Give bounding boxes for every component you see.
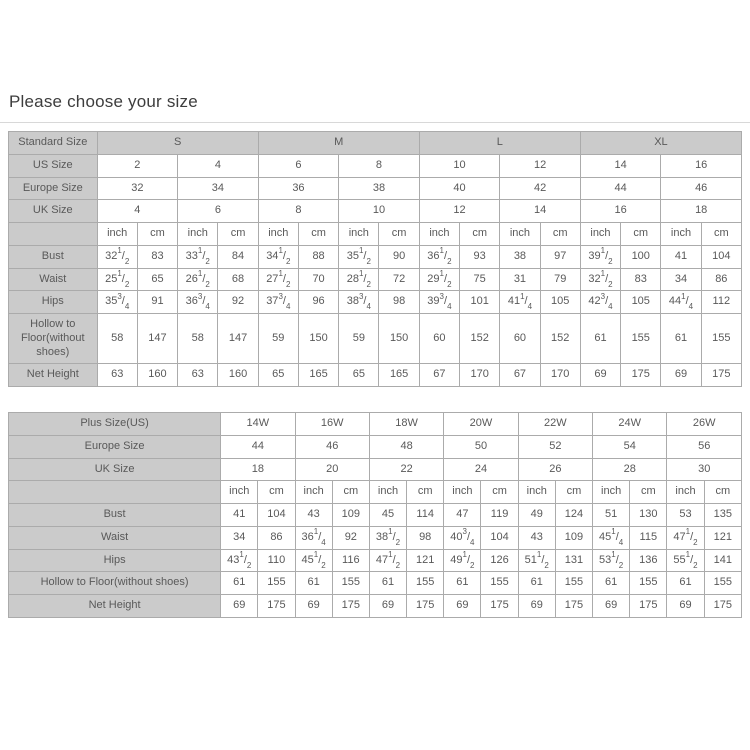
table-row — [9, 132, 742, 155]
table-cell: 54 — [593, 435, 667, 458]
table-cell: $29^1/_2$ — [419, 268, 459, 291]
table-cell: 51 — [593, 504, 630, 527]
table-cell: 175 — [555, 595, 592, 618]
table-cell: 119 — [481, 504, 518, 527]
table-cell: 63 — [178, 364, 218, 387]
table-cell: 68 — [218, 268, 258, 291]
table-cell: cm — [460, 223, 500, 246]
table-cell: $28^1/_2$ — [339, 268, 379, 291]
table-cell: inch — [518, 481, 555, 504]
table-cell: $36^3/_4$ — [178, 291, 218, 314]
table-cell: $37^3/_4$ — [258, 291, 298, 314]
table-cell: 165 — [298, 364, 338, 387]
table-cell: $44^1/_4$ — [661, 291, 701, 314]
table-cell: 44 — [580, 177, 661, 200]
table-cell: 26W — [667, 413, 742, 436]
table-cell: 93 — [460, 245, 500, 268]
row-label: Europe Size — [9, 435, 221, 458]
table-cell: 147 — [218, 314, 258, 364]
table-cell: $51^1/_2$ — [518, 549, 555, 572]
table-cell: 65 — [339, 364, 379, 387]
row-label: UK Size — [9, 200, 98, 223]
table-cell: 155 — [621, 314, 661, 364]
table-cell: $38^3/_4$ — [339, 291, 379, 314]
table-row — [9, 595, 742, 618]
table-cell: 10 — [339, 200, 420, 223]
table-cell: 60 — [419, 314, 459, 364]
table-cell: 69 — [369, 595, 406, 618]
table-cell: 155 — [704, 572, 741, 595]
table-cell: cm — [218, 223, 258, 246]
table-cell: 86 — [258, 526, 295, 549]
table-cell: $32^1/_2$ — [97, 245, 137, 268]
table-cell: 86 — [701, 268, 741, 291]
table-cell: 4 — [178, 154, 259, 177]
table-cell: 135 — [704, 504, 741, 527]
table-cell: 110 — [258, 549, 295, 572]
table-cell: 22W — [518, 413, 592, 436]
table-cell: 155 — [258, 572, 295, 595]
table-cell: 121 — [704, 526, 741, 549]
table-cell: inch — [258, 223, 298, 246]
table-cell: 18W — [369, 413, 443, 436]
table-cell: 98 — [407, 526, 444, 549]
table-cell: 8 — [258, 200, 339, 223]
table-cell: cm — [258, 481, 295, 504]
table-cell: 40 — [419, 177, 500, 200]
table-cell: 155 — [481, 572, 518, 595]
table-cell: inch — [221, 481, 258, 504]
table-cell: 175 — [481, 595, 518, 618]
table-cell: inch — [661, 223, 701, 246]
table-cell: 130 — [630, 504, 667, 527]
table-cell: 16W — [295, 413, 369, 436]
table-cell: $39^3/_4$ — [419, 291, 459, 314]
table-cell: inch — [369, 481, 406, 504]
table-cell: 61 — [221, 572, 258, 595]
table-cell: 97 — [540, 245, 580, 268]
table-cell: $34^1/_2$ — [258, 245, 298, 268]
table-cell: 109 — [332, 504, 369, 527]
table-cell: $38^1/_2$ — [369, 526, 406, 549]
table-cell: 160 — [137, 364, 177, 387]
table-cell: $41^1/_4$ — [500, 291, 540, 314]
table-cell: 43 — [518, 526, 555, 549]
table-cell: 12 — [419, 200, 500, 223]
table-cell: 58 — [97, 314, 137, 364]
table-row — [9, 572, 742, 595]
table-row — [9, 481, 742, 504]
table-cell: 4 — [97, 200, 178, 223]
table-cell: 131 — [555, 549, 592, 572]
row-label: Europe Size — [9, 177, 98, 200]
title-divider — [0, 122, 750, 123]
standard-size-table — [8, 131, 742, 387]
table-cell: 67 — [500, 364, 540, 387]
table-cell: 69 — [518, 595, 555, 618]
table-cell: 105 — [621, 291, 661, 314]
table-cell: 104 — [481, 526, 518, 549]
row-label: Waist — [9, 526, 221, 549]
table-cell: XL — [580, 132, 741, 155]
table-cell: $47^1/_2$ — [667, 526, 704, 549]
table-cell: 61 — [369, 572, 406, 595]
table-cell: S — [97, 132, 258, 155]
table-cell: 100 — [621, 245, 661, 268]
table-cell: 12 — [500, 154, 581, 177]
table-cell: $40^3/_4$ — [444, 526, 481, 549]
table-cell: L — [419, 132, 580, 155]
table-cell: cm — [481, 481, 518, 504]
table-cell: 152 — [460, 314, 500, 364]
row-label: US Size — [9, 154, 98, 177]
table-cell: 61 — [518, 572, 555, 595]
table-cell: inch — [295, 481, 332, 504]
table-cell: 69 — [221, 595, 258, 618]
row-label: Hips — [9, 291, 98, 314]
table-cell: cm — [298, 223, 338, 246]
table-cell: 116 — [332, 549, 369, 572]
table-cell: cm — [630, 481, 667, 504]
table-cell: inch — [667, 481, 704, 504]
table-cell: 46 — [295, 435, 369, 458]
table-cell: 160 — [218, 364, 258, 387]
table-cell: 141 — [704, 549, 741, 572]
row-label: Hips — [9, 549, 221, 572]
table-cell: cm — [555, 481, 592, 504]
table-cell: 175 — [258, 595, 295, 618]
table-row — [9, 549, 742, 572]
table-cell: cm — [704, 481, 741, 504]
table-cell: 56 — [667, 435, 742, 458]
table-cell: 121 — [407, 549, 444, 572]
table-cell: 43 — [295, 504, 332, 527]
table-row — [9, 223, 742, 246]
table-cell: $39^1/_2$ — [580, 245, 620, 268]
table-cell: 112 — [701, 291, 741, 314]
table-cell: 42 — [500, 177, 581, 200]
table-cell: 2 — [97, 154, 178, 177]
table-cell: $45^1/_2$ — [295, 549, 332, 572]
table-cell: 14 — [580, 154, 661, 177]
table-cell: 50 — [444, 435, 518, 458]
table-cell: 69 — [444, 595, 481, 618]
table-cell: 83 — [137, 245, 177, 268]
table-cell: 16 — [580, 200, 661, 223]
table-cell: $55^1/_2$ — [667, 549, 704, 572]
table-cell: 63 — [97, 364, 137, 387]
table-cell: 83 — [621, 268, 661, 291]
table-cell: 90 — [379, 245, 419, 268]
table-cell: inch — [97, 223, 137, 246]
table-cell: 24W — [593, 413, 667, 436]
table-cell: inch — [339, 223, 379, 246]
table-row — [9, 200, 742, 223]
table-cell: cm — [701, 223, 741, 246]
table-cell: 175 — [621, 364, 661, 387]
table-cell: 16 — [661, 154, 742, 177]
table-cell: 96 — [298, 291, 338, 314]
table-cell: inch — [178, 223, 218, 246]
table-cell: $49^1/_2$ — [444, 549, 481, 572]
table-cell: 52 — [518, 435, 592, 458]
table-cell: 31 — [500, 268, 540, 291]
row-label: Net Height — [9, 595, 221, 618]
table-cell: 26 — [518, 458, 592, 481]
table-cell: $47^1/_2$ — [369, 549, 406, 572]
table-cell: 24 — [444, 458, 518, 481]
table-cell: 61 — [661, 314, 701, 364]
table-cell: 65 — [137, 268, 177, 291]
table-cell: $36^1/_4$ — [295, 526, 332, 549]
table-cell: 58 — [178, 314, 218, 364]
table-cell: 104 — [258, 504, 295, 527]
table-cell: 36 — [258, 177, 339, 200]
table-cell: $36^1/_2$ — [419, 245, 459, 268]
table-cell: 104 — [701, 245, 741, 268]
table-cell: 92 — [218, 291, 258, 314]
table-cell: 175 — [407, 595, 444, 618]
table-row — [9, 291, 742, 314]
table-cell: 92 — [332, 526, 369, 549]
table-cell: 60 — [500, 314, 540, 364]
table-cell: inch — [593, 481, 630, 504]
row-label — [9, 481, 221, 504]
table-cell: 61 — [295, 572, 332, 595]
table-cell: 98 — [379, 291, 419, 314]
table-cell: 34 — [178, 177, 259, 200]
table-cell: 6 — [258, 154, 339, 177]
table-row — [9, 268, 742, 291]
plus-size-table — [8, 412, 742, 618]
table-row — [9, 458, 742, 481]
row-label — [9, 223, 98, 246]
table-cell: 32 — [97, 177, 178, 200]
table-cell: 170 — [540, 364, 580, 387]
table-cell: inch — [580, 223, 620, 246]
row-label: Bust — [9, 245, 98, 268]
table-cell: 59 — [258, 314, 298, 364]
table-cell: 152 — [540, 314, 580, 364]
table-cell: 175 — [704, 595, 741, 618]
table-cell: 53 — [667, 504, 704, 527]
table-cell: 22 — [369, 458, 443, 481]
table-cell: 72 — [379, 268, 419, 291]
table-cell: 28 — [593, 458, 667, 481]
table-cell: 14W — [221, 413, 295, 436]
row-label: Hollow to Floor(without shoes) — [9, 572, 221, 595]
table-cell: 150 — [298, 314, 338, 364]
table-cell: 46 — [661, 177, 742, 200]
table-cell: cm — [621, 223, 661, 246]
row-label: Bust — [9, 504, 221, 527]
table-cell: 170 — [460, 364, 500, 387]
table-cell: 20 — [295, 458, 369, 481]
table-cell: 136 — [630, 549, 667, 572]
table-row — [9, 364, 742, 387]
table-cell: 30 — [667, 458, 742, 481]
table-cell: 175 — [332, 595, 369, 618]
table-cell: 59 — [339, 314, 379, 364]
table-cell: 6 — [178, 200, 259, 223]
table-cell: $53^1/_2$ — [593, 549, 630, 572]
table-cell: 84 — [218, 245, 258, 268]
table-cell: inch — [500, 223, 540, 246]
table-cell: 69 — [580, 364, 620, 387]
table-cell: 69 — [661, 364, 701, 387]
table-cell: 8 — [339, 154, 420, 177]
table-cell: 88 — [298, 245, 338, 268]
table-cell: cm — [137, 223, 177, 246]
table-row — [9, 526, 742, 549]
table-cell: 18 — [221, 458, 295, 481]
table-cell: 124 — [555, 504, 592, 527]
table-cell: 49 — [518, 504, 555, 527]
row-label: Waist — [9, 268, 98, 291]
table-cell: 165 — [379, 364, 419, 387]
table-row — [9, 245, 742, 268]
table-cell: 91 — [137, 291, 177, 314]
table-cell: 67 — [419, 364, 459, 387]
table-cell: 34 — [221, 526, 258, 549]
table-cell: $42^3/_4$ — [580, 291, 620, 314]
row-label: Standard Size — [9, 132, 98, 155]
page-title: Please choose your size — [9, 92, 198, 111]
table-cell: 109 — [555, 526, 592, 549]
table-cell: $45^1/_4$ — [593, 526, 630, 549]
table-cell: 45 — [369, 504, 406, 527]
table-cell: 61 — [580, 314, 620, 364]
table-cell: 155 — [701, 314, 741, 364]
table-row — [9, 504, 742, 527]
table-cell: 75 — [460, 268, 500, 291]
table-cell: 155 — [332, 572, 369, 595]
row-label: Plus Size(US) — [9, 413, 221, 436]
table-cell: inch — [419, 223, 459, 246]
table-cell: 101 — [460, 291, 500, 314]
table-row — [9, 413, 742, 436]
table-row — [9, 177, 742, 200]
table-cell: inch — [444, 481, 481, 504]
table-cell: 155 — [630, 572, 667, 595]
table-cell: 115 — [630, 526, 667, 549]
table-cell: $27^1/_2$ — [258, 268, 298, 291]
table-cell: 69 — [593, 595, 630, 618]
table-cell: 14 — [500, 200, 581, 223]
table-cell: 34 — [661, 268, 701, 291]
table-row — [9, 154, 742, 177]
table-cell: 126 — [481, 549, 518, 572]
table-cell: 41 — [221, 504, 258, 527]
table-cell: 79 — [540, 268, 580, 291]
table-cell: 44 — [221, 435, 295, 458]
row-label: Net Height — [9, 364, 98, 387]
table-cell: cm — [540, 223, 580, 246]
table-cell: 147 — [137, 314, 177, 364]
table-cell: $35^1/_2$ — [339, 245, 379, 268]
table-cell: 61 — [667, 572, 704, 595]
table-cell: 155 — [407, 572, 444, 595]
table-cell: 150 — [379, 314, 419, 364]
row-label: UK Size — [9, 458, 221, 481]
table-cell: cm — [379, 223, 419, 246]
table-cell: $32^1/_2$ — [580, 268, 620, 291]
table-cell: 114 — [407, 504, 444, 527]
table-cell: 47 — [444, 504, 481, 527]
table-cell: $35^3/_4$ — [97, 291, 137, 314]
table-cell: 38 — [500, 245, 540, 268]
row-label: Hollow to Floor(without shoes) — [9, 314, 98, 364]
table-cell: 155 — [555, 572, 592, 595]
table-cell: 61 — [444, 572, 481, 595]
table-cell: 48 — [369, 435, 443, 458]
table-cell: $26^1/_2$ — [178, 268, 218, 291]
table-row — [9, 314, 742, 364]
table-cell: M — [258, 132, 419, 155]
table-cell: 41 — [661, 245, 701, 268]
table-cell: 175 — [701, 364, 741, 387]
table-cell: cm — [407, 481, 444, 504]
table-cell: cm — [332, 481, 369, 504]
table-cell: 65 — [258, 364, 298, 387]
table-cell: 175 — [630, 595, 667, 618]
table-cell: $25^1/_2$ — [97, 268, 137, 291]
table-cell: 20W — [444, 413, 518, 436]
table-cell: 61 — [593, 572, 630, 595]
table-cell: 18 — [661, 200, 742, 223]
table-cell: 38 — [339, 177, 420, 200]
table-cell: 69 — [295, 595, 332, 618]
table-cell: 70 — [298, 268, 338, 291]
table-cell: 69 — [667, 595, 704, 618]
table-cell: $43^1/_2$ — [221, 549, 258, 572]
table-cell: 105 — [540, 291, 580, 314]
table-cell: 10 — [419, 154, 500, 177]
table-cell: $33^1/_2$ — [178, 245, 218, 268]
table-row — [9, 435, 742, 458]
